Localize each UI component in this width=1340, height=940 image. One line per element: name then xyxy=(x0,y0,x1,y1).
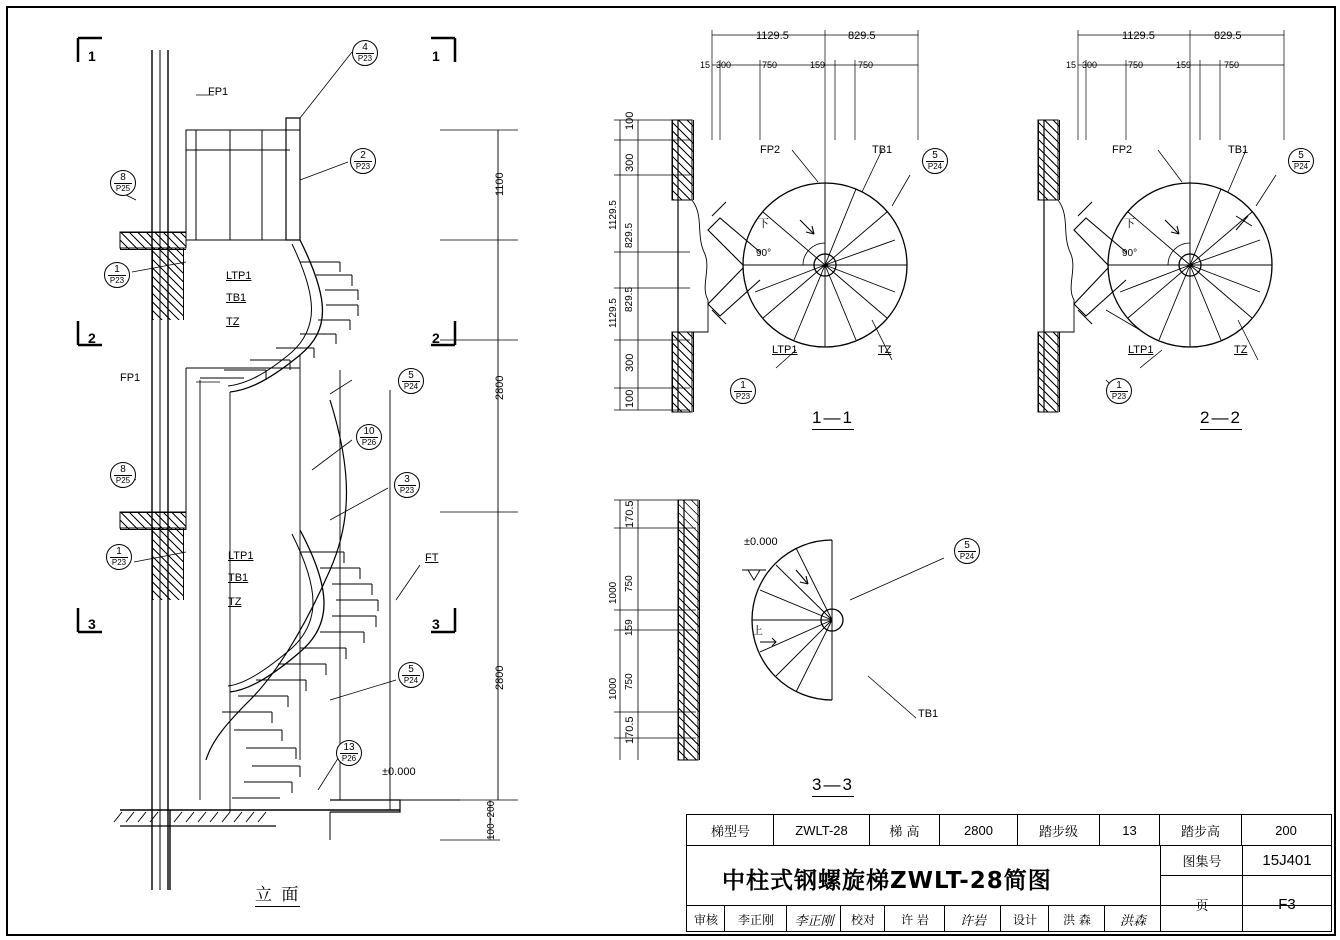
label-tz-s22: TZ xyxy=(1234,344,1248,356)
tb-label-page: 页 xyxy=(1195,898,1209,914)
tb-value-step-count: 13 xyxy=(1100,815,1160,845)
dim-left-829a-s11: 829.5 xyxy=(624,222,635,248)
tb-value-step-height: 200 xyxy=(1275,822,1297,838)
section-3-3-title: 3—3 xyxy=(812,775,854,797)
label-fp2-s22: FP2 xyxy=(1112,144,1133,156)
wall-hatch-upper xyxy=(152,248,184,320)
wall-hatch-s11-lower xyxy=(672,332,694,412)
section-3-3-drawing xyxy=(600,480,980,810)
wall-hatch-s22-lower xyxy=(1038,332,1060,412)
wall-hatch-lower xyxy=(152,528,184,600)
label-tb1-upper: TB1 xyxy=(226,292,247,304)
tb-label-review: 审核 xyxy=(693,912,718,927)
label-tz-upper: TZ xyxy=(226,316,240,328)
wall-hatch-s33 xyxy=(678,500,700,760)
callout-3-p23[interactable]: 3 P23 xyxy=(394,472,420,498)
tb-value-stair-type: ZWLT-28 xyxy=(774,815,870,845)
section-mark-3-left: 3 xyxy=(88,616,96,632)
dim-left-300a-s11: 300 xyxy=(624,153,636,172)
tb-name-design: 洪 森 xyxy=(1063,912,1091,927)
label-tb1-s33: TB1 xyxy=(918,708,939,720)
tb-label-step-height: 踏步高 xyxy=(1160,815,1242,845)
dim-15-s22: 15 xyxy=(1066,60,1077,70)
dim-left-1129a-s11: 1129.5 xyxy=(608,200,619,230)
label-ltp1-lower: LTP1 xyxy=(228,550,254,562)
tb-name-review: 李正刚 xyxy=(737,912,774,927)
tb-label-stair-height: 梯 高 xyxy=(870,815,940,845)
dim-1129-5-top-s22: 1129.5 xyxy=(1122,30,1155,42)
dim-170-5-b-s33: 170.5 xyxy=(624,716,636,744)
section-mark-1-right: 1 xyxy=(432,48,440,64)
callout-5-p24-s33[interactable]: 5 P24 xyxy=(954,538,980,564)
dim-829-5-top-s11: 829.5 xyxy=(848,30,876,42)
dim-left-100a-s11: 100 xyxy=(624,111,636,130)
tb-label-check: 校对 xyxy=(850,912,875,927)
tb-label-atlas: 图集号 xyxy=(1182,855,1222,870)
tb-sign-review: 李正刚 xyxy=(794,913,834,929)
section-1-1-drawing xyxy=(600,20,980,440)
section-1-1-title: 1—1 xyxy=(812,408,854,430)
dim-750b-s11: 750 xyxy=(858,60,874,70)
label-fp2-s11: FP2 xyxy=(760,144,781,156)
dim-left-829b-s11: 829.5 xyxy=(624,286,635,312)
section-2-2-title: 2—2 xyxy=(1200,408,1242,430)
main-title: 中柱式钢螺旋梯ZWLT-28简图 xyxy=(722,868,1052,894)
label-ltp1-s11: LTP1 xyxy=(772,344,798,356)
tb-label-step-count: 踏步级 xyxy=(1018,815,1100,845)
dim-750a-s33: 750 xyxy=(624,575,635,592)
dim-1129-5-top-s11: 1129.5 xyxy=(756,30,789,42)
section-mark-2-left: 2 xyxy=(88,330,96,346)
dim-829-5-top-s22: 829.5 xyxy=(1214,30,1242,42)
callout-1-p23-s11[interactable]: 1 P23 xyxy=(730,378,756,404)
callout-5-p24-lower[interactable]: 5 P24 xyxy=(398,662,424,688)
dim-1100: 1100 xyxy=(494,172,506,196)
callout-1-p23-lower[interactable]: 1 P23 xyxy=(106,544,132,570)
floor-slab-upper xyxy=(120,232,186,250)
dim-159-s22: 159 xyxy=(1176,60,1192,70)
direction-down-s11: 下 xyxy=(758,217,769,230)
angle-90-s22: 90° xyxy=(1122,248,1138,259)
wall-hatch-s22-upper xyxy=(1038,120,1060,200)
dim-1000a-s33: 1000 xyxy=(608,581,619,604)
callout-8-p25-upper[interactable]: 8 P25 xyxy=(110,170,136,196)
label-tb1-s11: TB1 xyxy=(872,144,893,156)
callout-8-p25-lower[interactable]: 8 P25 xyxy=(110,462,136,488)
tb-value-atlas: 15J401 xyxy=(1262,852,1312,869)
section-mark-2-right: 2 xyxy=(432,330,440,346)
dim-1000b-s33: 1000 xyxy=(608,677,619,700)
tb-label-design: 设计 xyxy=(1012,912,1037,927)
dim-2800-upper: 2800 xyxy=(494,375,506,400)
direction-up-s33: 上 xyxy=(752,624,763,637)
callout-5-p24-upper[interactable]: 5 P24 xyxy=(398,368,424,394)
dim-left-300b-s11: 300 xyxy=(624,353,636,372)
section-mark-3-right: 3 xyxy=(432,616,440,632)
dim-159-s11: 159 xyxy=(810,60,826,70)
dim-15-s11: 15 xyxy=(700,60,711,70)
tb-name-check: 许 岩 xyxy=(901,912,929,927)
dim-750a-s11: 750 xyxy=(762,60,778,70)
callout-10-p26[interactable]: 10 P26 xyxy=(356,424,382,450)
dim-300-s22: 300 xyxy=(1082,60,1098,70)
tb-value-stair-height: 2800 xyxy=(940,815,1018,845)
label-level-elevation: ±0.000 xyxy=(382,766,416,778)
direction-down-s22: 下 xyxy=(1124,217,1135,230)
label-tz-lower: TZ xyxy=(228,596,242,608)
angle-90-s11: 90° xyxy=(756,248,772,259)
label-level-s33: ±0.000 xyxy=(744,536,778,548)
tb-sign-design: 洪森 xyxy=(1119,913,1146,929)
dim-159-s33: 159 xyxy=(624,619,635,636)
dim-2800-lower: 2800 xyxy=(494,665,506,690)
tb-value-page: F3 xyxy=(1278,895,1296,913)
label-tb1-lower: TB1 xyxy=(228,572,249,584)
label-fp1-lower: FP1 xyxy=(120,372,141,384)
callout-5-p24-s11[interactable]: 5 P24 xyxy=(922,148,948,174)
label-tb1-s22: TB1 xyxy=(1228,144,1249,156)
callout-5-p24-s22[interactable]: 5 P24 xyxy=(1288,148,1314,174)
callout-1-p23-upper[interactable]: 1 P23 xyxy=(104,262,130,288)
elevation-view-title: 立 面 xyxy=(255,880,300,907)
label-tz-s11: TZ xyxy=(878,344,892,356)
elevation-drawing xyxy=(0,0,600,940)
dim-750a-s22: 750 xyxy=(1128,60,1144,70)
label-ft: FT xyxy=(425,552,439,564)
callout-2-p23[interactable]: 2 P23 xyxy=(350,148,376,174)
dim-170-5-a-s33: 170.5 xyxy=(624,500,636,528)
dim-left-100b-s11: 100 xyxy=(624,389,636,408)
tb-sign-check: 许岩 xyxy=(959,913,986,929)
label-fp1-upper: FP1 xyxy=(208,86,229,98)
label-ltp1-s22: LTP1 xyxy=(1128,344,1154,356)
dim-750b-s33: 750 xyxy=(624,673,635,690)
wall-hatch-s11-upper xyxy=(672,120,694,200)
dim-100-200: 100~200 xyxy=(486,800,497,840)
callout-13-p26[interactable]: 13 P26 xyxy=(336,740,362,766)
dim-300-s11: 300 xyxy=(716,60,732,70)
section-mark-1-left: 1 xyxy=(88,48,96,64)
floor-slab-lower xyxy=(120,512,186,530)
dim-750b-s22: 750 xyxy=(1224,60,1240,70)
callout-4-p23[interactable]: 4 P23 xyxy=(352,40,378,66)
label-ltp1-upper: LTP1 xyxy=(226,270,252,282)
callout-1-p23-s22[interactable]: 1 P23 xyxy=(1106,378,1132,404)
tb-label-stair-type: 梯型号 xyxy=(688,815,774,845)
dim-left-1129b-s11: 1129.5 xyxy=(608,298,619,328)
